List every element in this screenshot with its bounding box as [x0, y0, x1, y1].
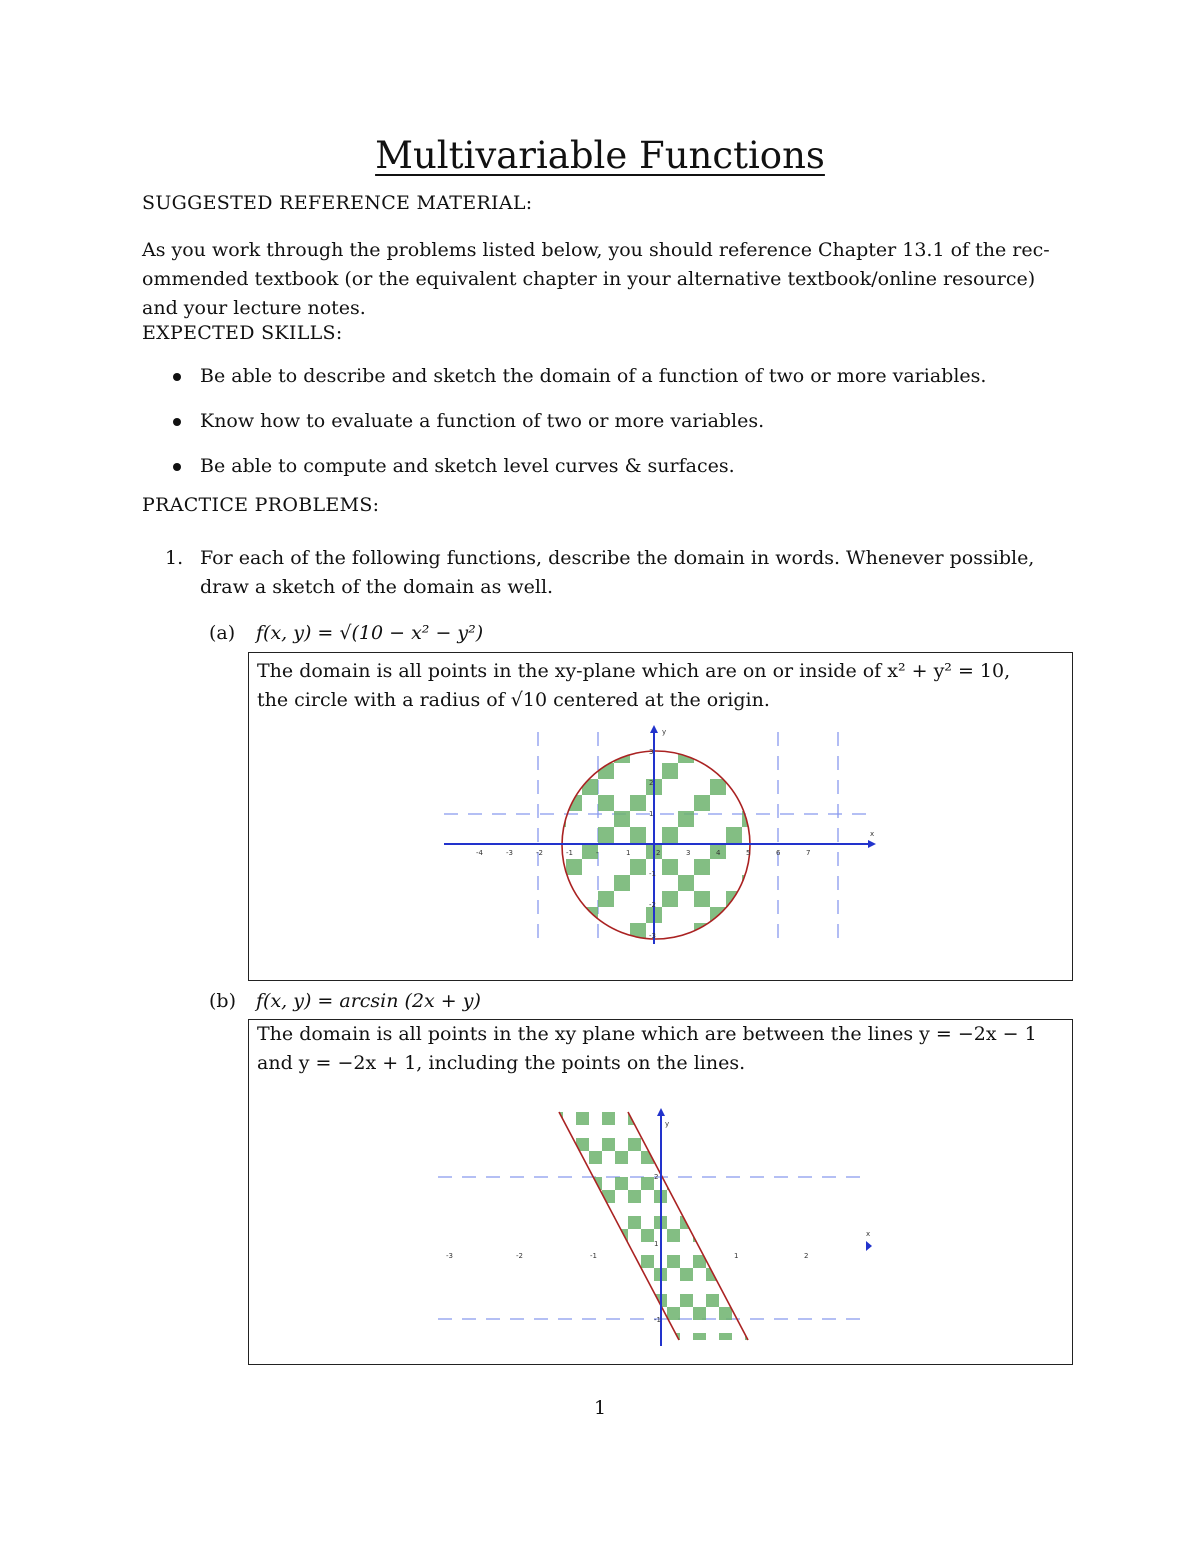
x-tick-label: -4: [476, 849, 483, 857]
x-tick-label: 2: [804, 1252, 809, 1260]
fill-cell: [502, 859, 518, 875]
fill-cell: [732, 1216, 745, 1229]
fill-cell: [790, 827, 806, 843]
fill-cell: [628, 1138, 641, 1151]
fill-cell: [550, 939, 566, 947]
reference-heading: SUGGESTED REFERENCE MATERIAL:: [142, 192, 533, 214]
fill-cell: [563, 1151, 576, 1164]
fill-cell: [615, 1255, 628, 1268]
fill-cell: [563, 1229, 576, 1242]
fill-cell: [534, 763, 550, 779]
fill-cell: [758, 923, 774, 939]
fill-cell: [667, 1255, 680, 1268]
fill-cell: [550, 875, 566, 891]
fill-cell: [758, 795, 774, 811]
fill-cell: [742, 779, 758, 795]
fill-cell: [582, 939, 598, 947]
fill-cell: [614, 875, 630, 891]
fill-cell: [662, 827, 678, 843]
fill-cell: [710, 747, 726, 763]
fill-cell: [719, 1333, 732, 1346]
fill-cell: [518, 843, 534, 859]
page-title: Multivariable Functions: [375, 134, 825, 177]
fill-cell: [694, 891, 710, 907]
fill-cell: [726, 763, 742, 779]
fill-cell: [719, 1151, 732, 1164]
fill-cell: [662, 763, 678, 779]
fill-cell: [680, 1190, 693, 1203]
reference-paragraph: As you work through the problems listed below, you should reference Chapter 13.1 of the rec- ommended textbook (or the equivalent chapter in your alternative textbook/online resource) and your lecture notes.: [142, 239, 1050, 319]
fill-cell: [440, 731, 454, 747]
fill-cell: [774, 779, 790, 795]
fill-cell: [641, 1255, 654, 1268]
fill-cell: [576, 1216, 589, 1229]
fill-cell: [534, 827, 550, 843]
fill-cell: [694, 859, 710, 875]
fill-cell: [662, 891, 678, 907]
fill-cell: [598, 827, 614, 843]
fill-cell: [630, 731, 646, 747]
fill-cell: [614, 811, 630, 827]
x-tick-label: -3: [506, 849, 513, 857]
fill-cell: [790, 891, 806, 907]
x-tick-label: 1: [626, 849, 631, 857]
fill-cell: [790, 763, 806, 779]
fill-cell: [518, 722, 534, 731]
part-b-label: (b): [209, 990, 236, 1012]
fill-cell: [486, 875, 502, 891]
x-tick-label: -: [596, 849, 599, 857]
fill-cell: [602, 1112, 615, 1125]
fill-cell: [550, 1138, 563, 1151]
fill-cell: [706, 1112, 719, 1125]
part-a-function: f(x, y) = √(10 − x² − y²): [256, 622, 484, 644]
fill-cell: [589, 1307, 602, 1320]
fill-cell: [518, 779, 534, 795]
fill-cell: [486, 747, 502, 763]
fill-cell: [774, 722, 790, 731]
fill-cell: [732, 1268, 745, 1281]
part-a-answer: The domain is all points in the xy-plane which are on or inside of x² + y² = 10, the circle with a radius of √10 centered at the origin.: [257, 660, 1011, 711]
fill-cell: [602, 1216, 615, 1229]
x-tick-label: -1: [566, 849, 573, 857]
fill-cell: [667, 1151, 680, 1164]
skill-item: Know how to evaluate a function of two or more variables.: [200, 410, 765, 432]
fill-cell: [454, 779, 470, 795]
fill-cell: [742, 747, 758, 763]
y-tick-label: -1: [649, 870, 656, 878]
fill-cell: [745, 1255, 758, 1268]
y-tick-label: 1: [654, 1240, 659, 1248]
fill-cell: [732, 1190, 745, 1203]
fill-cell: [566, 923, 582, 939]
fill-cell: [678, 722, 694, 731]
fill-cell: [470, 763, 486, 779]
fill-cell: [486, 843, 502, 859]
fill-cell: [706, 1190, 719, 1203]
fill-cell: [641, 1333, 654, 1346]
domain-fill: [550, 1112, 758, 1346]
skills-heading: EXPECTED SKILLS:: [142, 322, 343, 344]
fill-cell: [550, 1112, 563, 1125]
skill-item: Be able to describe and sketch the domain of a function of two or more variables.: [200, 365, 987, 387]
fill-cell: [502, 795, 518, 811]
y-axis-arrow-icon: [650, 725, 658, 733]
y-tick-label: 3: [649, 748, 654, 756]
practice-heading: PRACTICE PROBLEMS:: [142, 494, 380, 516]
fill-cell: [518, 907, 534, 923]
x-tick-label: 6: [776, 849, 781, 857]
fill-cell: [550, 1216, 563, 1229]
fill-cell: [678, 939, 694, 947]
fill-cell: [732, 1138, 745, 1151]
y-tick-label: -3: [649, 932, 656, 940]
fill-cell: [566, 731, 582, 747]
fill-cell: [745, 1151, 758, 1164]
fill-cell: [693, 1307, 706, 1320]
fill-cell: [615, 1177, 628, 1190]
y-tick-label: 1: [649, 810, 654, 818]
fill-cell: [602, 1138, 615, 1151]
y-tick-label: 2: [654, 1173, 659, 1181]
skill-item: Be able to compute and sketch level curves & surfaces.: [200, 455, 735, 477]
fill-cell: [630, 859, 646, 875]
fill-cell: [774, 907, 790, 923]
fill-cell: [550, 907, 566, 923]
x-tick-label: 1: [734, 1252, 739, 1260]
fill-cell: [641, 1307, 654, 1320]
fill-cell: [693, 1177, 706, 1190]
fill-cell: [589, 1229, 602, 1242]
fill-cell: [454, 907, 470, 923]
fill-cell: [534, 731, 550, 747]
fill-cell: [630, 827, 646, 843]
axis-label: y: [662, 728, 667, 736]
fill-cell: [693, 1151, 706, 1164]
fill-cell: [680, 1294, 693, 1307]
fill-cell: [694, 795, 710, 811]
fill-cell: [582, 722, 598, 731]
fill-cell: [680, 1138, 693, 1151]
fill-cell: [566, 763, 582, 779]
fill-cell: [628, 1216, 641, 1229]
fill-cell: [589, 1333, 602, 1346]
fill-cell: [630, 795, 646, 811]
fill-cell: [706, 1138, 719, 1151]
fill-cell: [732, 1112, 745, 1125]
fill-cell: [680, 1112, 693, 1125]
fill-cell: [550, 1190, 563, 1203]
fill-cell: [745, 1177, 758, 1190]
y-axis-arrow-icon: [657, 1108, 665, 1116]
fill-cell: [628, 1294, 641, 1307]
fill-cell: [662, 859, 678, 875]
axis-label: x: [866, 1230, 871, 1238]
fill-cell: [598, 795, 614, 811]
fill-cell: [667, 1177, 680, 1190]
bullet-icon: [173, 373, 181, 381]
domain-fill: [440, 722, 806, 947]
problem-number: 1.: [165, 547, 184, 569]
fill-cell: [518, 875, 534, 891]
fill-cell: [566, 859, 582, 875]
fill-cell: [745, 1307, 758, 1320]
fill-cell: [719, 1307, 732, 1320]
fill-cell: [614, 939, 630, 947]
fill-cell: [470, 827, 486, 843]
fill-cell: [563, 1307, 576, 1320]
fill-cell: [719, 1229, 732, 1242]
fill-cell: [576, 1112, 589, 1125]
fill-cell: [602, 1268, 615, 1281]
fill-cell: [502, 731, 518, 747]
fill-cell: [615, 1307, 628, 1320]
fill-cell: [678, 811, 694, 827]
fill-cell: [678, 875, 694, 891]
fill-cell: [710, 722, 726, 731]
fill-cell: [598, 891, 614, 907]
fill-cell: [615, 1333, 628, 1346]
y-tick-label: 2: [649, 779, 654, 787]
fill-cell: [694, 731, 710, 747]
y-tick-label: -2: [649, 901, 656, 909]
fill-cell: [706, 1216, 719, 1229]
x-tick-label: 2: [656, 849, 661, 857]
fill-cell: [667, 1229, 680, 1242]
fill-cell: [726, 923, 742, 939]
fill-cell: [454, 722, 470, 731]
fill-cell: [710, 779, 726, 795]
x-tick-label: 4: [716, 849, 721, 857]
fill-cell: [641, 1177, 654, 1190]
fill-cell: [534, 891, 550, 907]
fill-cell: [550, 1268, 563, 1281]
fill-cell: [582, 779, 598, 795]
x-tick-label: -1: [590, 1252, 597, 1260]
fill-cell: [758, 859, 774, 875]
fill-cell: [589, 1151, 602, 1164]
fill-cell: [667, 1307, 680, 1320]
fill-cell: [641, 1229, 654, 1242]
x-tick-label: -3: [446, 1252, 453, 1260]
fill-cell: [628, 1268, 641, 1281]
x-tick-label: 3: [686, 849, 691, 857]
x-tick-label: -2: [516, 1252, 523, 1260]
fill-cell: [628, 1190, 641, 1203]
axis-label: x: [870, 830, 875, 838]
fill-cell: [550, 1294, 563, 1307]
fill-cell: [719, 1177, 732, 1190]
fill-cell: [693, 1333, 706, 1346]
fill-cell: [745, 1229, 758, 1242]
fill-cell: [576, 1190, 589, 1203]
fill-cell: [726, 827, 742, 843]
part-b-answer: The domain is all points in the xy plane which are between the lines y = −2x − 1 and y = −2x + 1, including the points on the lines.: [257, 1023, 1037, 1074]
bullet-icon: [173, 463, 181, 471]
fill-cell: [550, 747, 566, 763]
problem-text: For each of the following functions, describe the domain in words. Whenever possible, draw a sketch of the domain as well.: [200, 547, 1035, 598]
fill-cell: [602, 1294, 615, 1307]
fill-cell: [582, 907, 598, 923]
part-a-label: (a): [209, 622, 236, 644]
fill-cell: [576, 1294, 589, 1307]
fill-cell: [566, 795, 582, 811]
x-tick-label: 5: [746, 849, 751, 857]
strip-domain-graph: [430, 1106, 880, 1346]
fill-cell: [470, 891, 486, 907]
axis-label: y: [665, 1120, 670, 1128]
fill-cell: [589, 1177, 602, 1190]
page-number: 1: [593, 1397, 607, 1419]
fill-cell: [706, 1294, 719, 1307]
fill-cell: [742, 939, 758, 947]
fill-cell: [719, 1255, 732, 1268]
x-axis-arrow-icon: [868, 840, 876, 848]
fill-cell: [680, 1268, 693, 1281]
x-tick-label: 7: [806, 849, 811, 857]
fill-cell: [694, 923, 710, 939]
fill-cell: [563, 1255, 576, 1268]
part-b-function: f(x, y) = arcsin (2x + y): [256, 990, 481, 1012]
circle-domain-graph: [440, 722, 880, 947]
fill-cell: [563, 1333, 576, 1346]
x-tick-label: -2: [536, 849, 543, 857]
bullet-icon: [173, 418, 181, 426]
grid-lines: [438, 1177, 860, 1319]
fill-cell: [502, 923, 518, 939]
y-tick-label: -1: [654, 1316, 661, 1324]
fill-cell: [440, 795, 454, 811]
fill-cell: [440, 923, 454, 939]
fill-cell: [615, 1151, 628, 1164]
x-axis-arrow-icon: [866, 1241, 872, 1251]
fill-cell: [563, 1177, 576, 1190]
fill-cell: [758, 731, 774, 747]
fill-cell: [732, 1294, 745, 1307]
fill-cell: [576, 1268, 589, 1281]
fill-cell: [486, 939, 502, 947]
fill-cell: [706, 1268, 719, 1281]
fill-cell: [440, 859, 454, 875]
fill-cell: [454, 843, 470, 859]
